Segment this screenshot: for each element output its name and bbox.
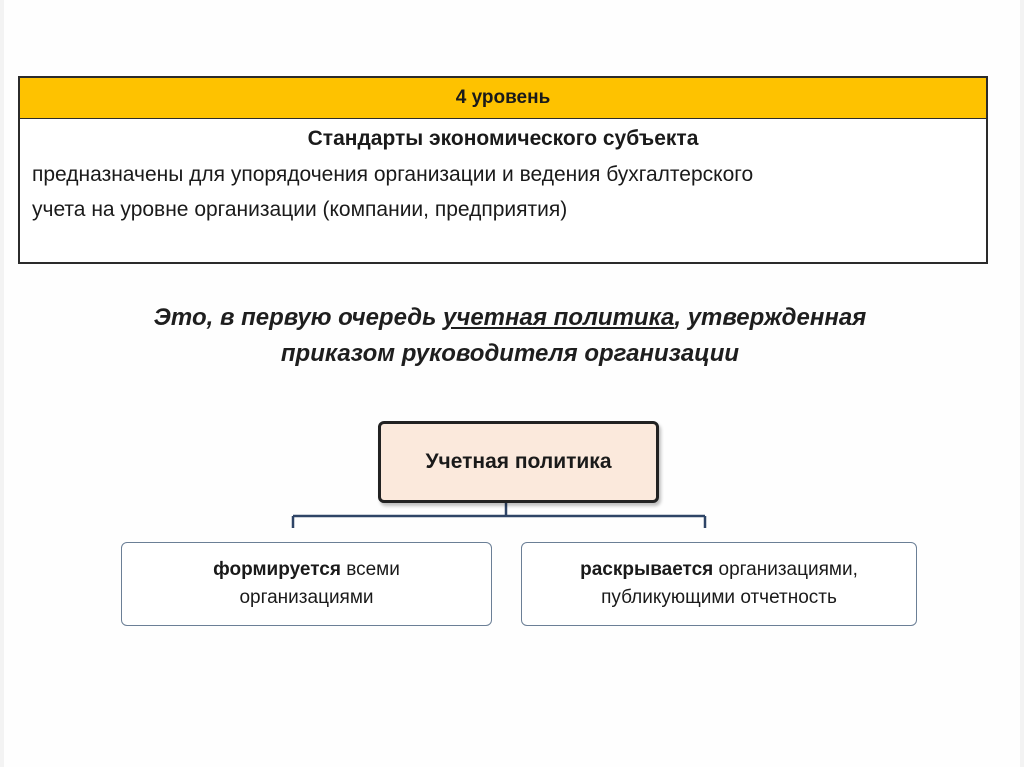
statement xyxy=(60,300,960,372)
level-header: 4 уровень xyxy=(20,78,986,119)
disclosed-by-keyword: раскрывается xyxy=(580,559,714,580)
statement-part-2: , утвержденная xyxy=(674,304,867,331)
level-description-line-2: учета на уровне организации (компании, предприятия) xyxy=(32,198,568,221)
disclosed-by-box xyxy=(521,542,917,626)
level-description-line-1: предназначены для упорядочения организации и ведения бухгалтерского xyxy=(32,163,754,186)
statement-part-1: Это, в первую очередь xyxy=(153,304,443,331)
slide-edge-right xyxy=(1020,0,1024,767)
accounting-policy-box: Учетная политика xyxy=(378,421,659,503)
slide-edge-left xyxy=(0,0,4,767)
statement-line-2: приказом руководителя организации xyxy=(280,340,740,367)
level-table xyxy=(18,76,988,264)
formed-by-line-2: организациями xyxy=(239,587,374,608)
formed-by-line-1 xyxy=(213,556,400,584)
formed-by-keyword: формируется xyxy=(213,559,341,580)
disclosed-by-line-2: публикующими отчетность xyxy=(601,587,837,608)
formed-by-box xyxy=(121,542,492,626)
formed-by-rest-1: всеми xyxy=(340,559,400,580)
statement-line-1 xyxy=(60,300,960,336)
disclosed-by-line-1 xyxy=(580,556,858,584)
level-title: Стандарты экономического субъекта xyxy=(307,127,699,150)
level-description xyxy=(32,157,974,227)
disclosed-by-rest-1: организациями, xyxy=(713,559,858,580)
statement-underlined-term: учетная политика xyxy=(442,304,675,331)
